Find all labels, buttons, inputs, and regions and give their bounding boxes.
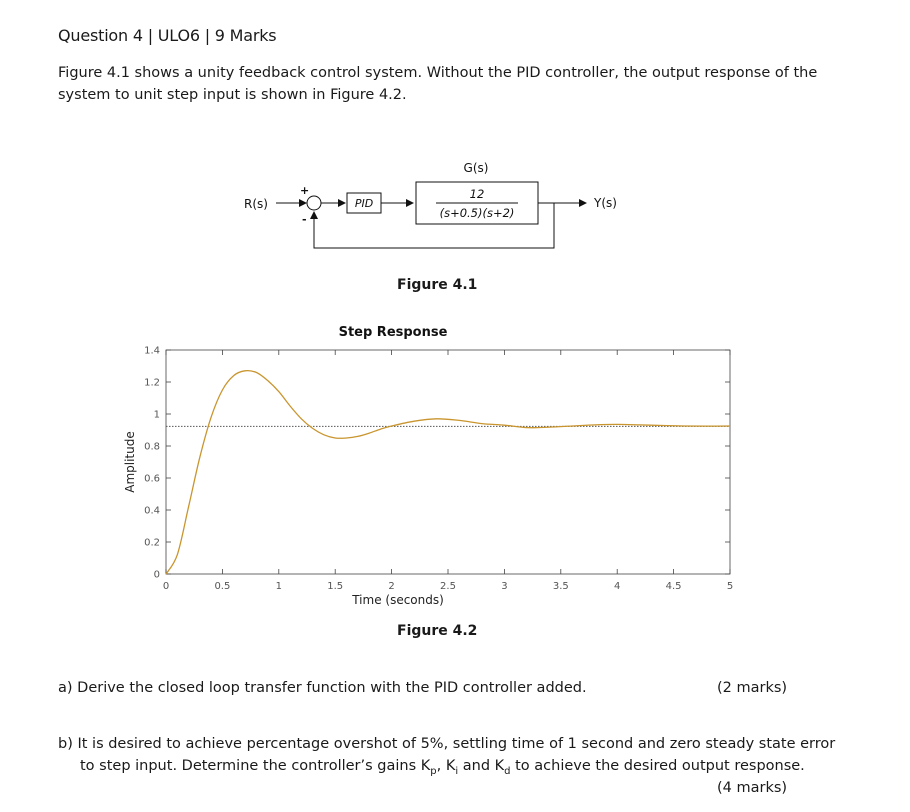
- y-tick-label: 1.2: [144, 377, 160, 389]
- chart-title: Step Response: [338, 325, 448, 340]
- y-tick-label: 0.2: [144, 537, 160, 549]
- plant-numerator: 12: [469, 187, 485, 201]
- input-label: R(s): [244, 197, 268, 211]
- x-tick-label: 3.5: [552, 581, 569, 592]
- y-tick-label: 1: [153, 409, 160, 421]
- x-tick-label: 5: [726, 581, 734, 592]
- y-axis-label: Amplitude: [123, 431, 137, 493]
- y-tick-label: 0.6: [144, 473, 160, 485]
- x-tick-label: 0.5: [214, 581, 231, 592]
- x-tick-label: 4: [614, 581, 621, 592]
- figure-4-1-caption: Figure 4.1: [397, 277, 478, 293]
- x-tick-label: 3: [501, 581, 508, 592]
- question-heading: Question 4 | ULO6 | 9 Marks: [58, 26, 277, 45]
- x-tick-label: 1: [275, 581, 282, 592]
- part-b-marks: (4 marks): [717, 780, 788, 796]
- y-tick-label: 0: [153, 569, 160, 581]
- x-axis-label: Time (seconds): [352, 593, 444, 607]
- kp-subscript: p: [430, 765, 437, 777]
- x-tick-label: 2: [388, 581, 395, 592]
- step-response-chart: [110, 318, 760, 618]
- part-a-text: a) Derive the closed loop transfer function with the PID controller added.: [58, 680, 587, 696]
- minus-sign: -: [302, 213, 307, 226]
- x-tick-label: 4.5: [665, 581, 682, 592]
- part-a-marks: (2 marks): [717, 680, 788, 696]
- x-tick-label: 1.5: [327, 581, 344, 592]
- y-tick-label: 1.4: [144, 345, 160, 357]
- y-tick-label: 0.8: [144, 441, 160, 453]
- plus-sign: +: [300, 184, 310, 197]
- part-b-line2-end: to achieve the desired output response.: [510, 758, 805, 774]
- x-tick-label: 0: [162, 581, 170, 592]
- question-intro: Figure 4.1 shows a unity feedback control system. Without the PID controller, the output response of the system to unit step input is shown in Figure 4.2.: [58, 65, 818, 103]
- summing-junction: [307, 196, 321, 210]
- part-b-line2-start: to step input. Determine the controller’s gains K: [80, 758, 431, 774]
- ki-subscript: i: [455, 765, 459, 777]
- plot-frame: [166, 350, 730, 574]
- output-label: Y(s): [594, 196, 617, 210]
- kd-subscript: d: [504, 765, 511, 777]
- x-tick-label: 2.5: [440, 581, 456, 592]
- part-b-sep1: , K: [436, 758, 456, 774]
- part-b-sep2: and K: [458, 758, 505, 774]
- y-tick-label: 0.4: [144, 505, 160, 517]
- block-diagram: [0, 150, 910, 260]
- plant-denominator: (s+0.5)(s+2): [439, 206, 515, 220]
- figure-4-2-caption: Figure 4.2: [397, 623, 478, 639]
- part-b-line2: [80, 755, 805, 783]
- part-b-line1: b) It is desired to achieve percentage overshot of 5%, settling time of 1 second and zero steady state error: [58, 736, 836, 752]
- plant-title: G(s): [463, 161, 489, 175]
- pid-label: PID: [354, 197, 374, 210]
